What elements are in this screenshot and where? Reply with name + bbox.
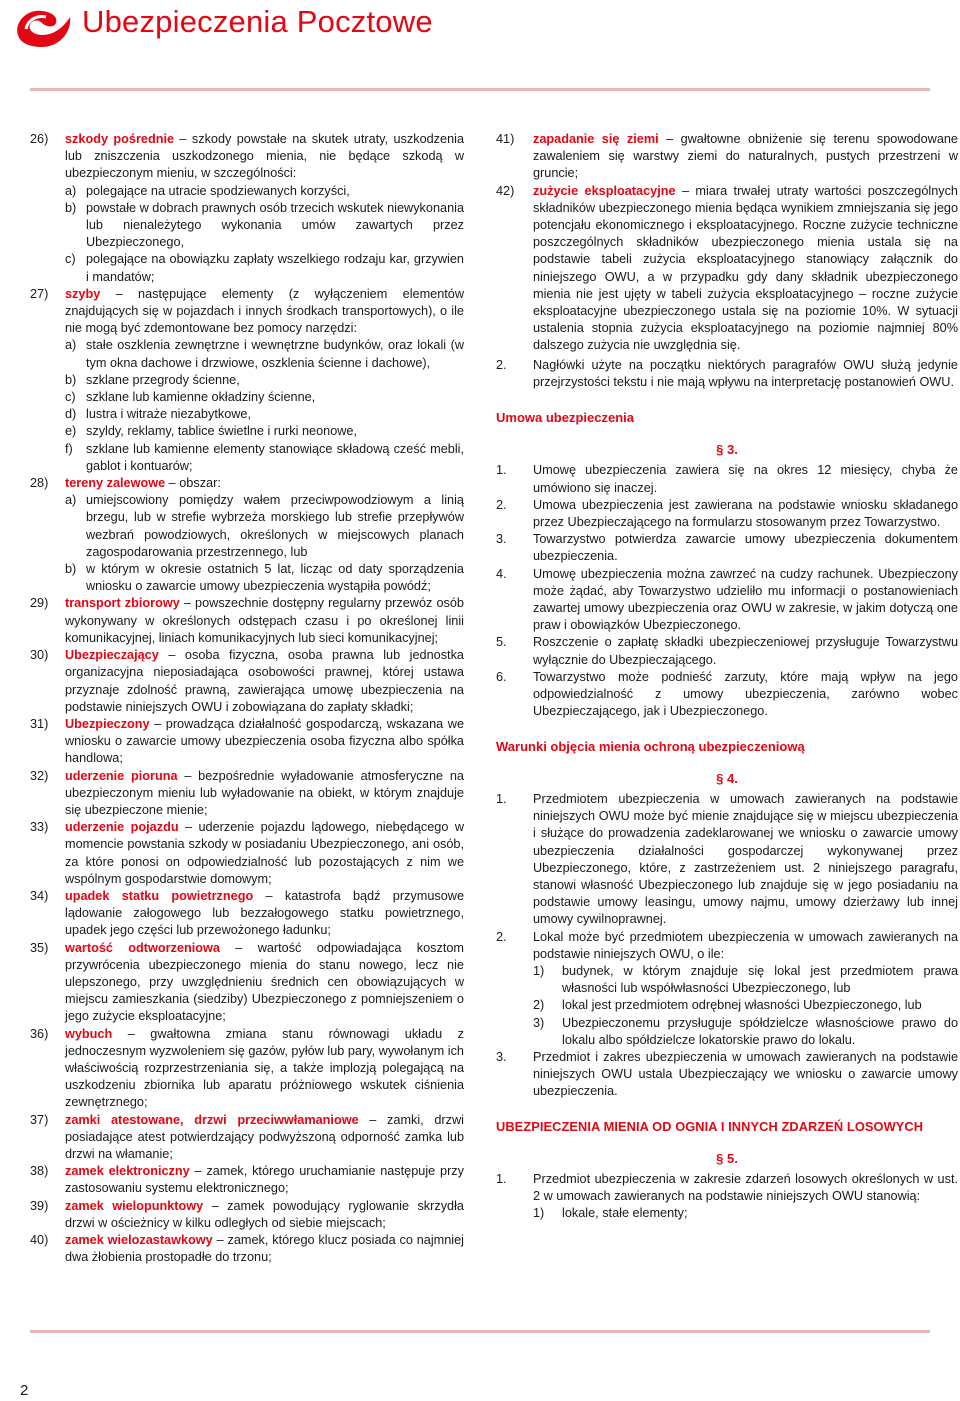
- item-number: 6.: [496, 669, 507, 684]
- sub-item: [30, 423, 464, 440]
- definition-term: zużycie eksploatacyjne: [533, 183, 676, 198]
- sub-item: [496, 1205, 958, 1222]
- sub-item-letter: a): [65, 493, 77, 508]
- definition-text: – zamek, którego klucz posiada co najmniej dwa żłobienia prostopadłe do trzonu;: [65, 1233, 464, 1265]
- definition-text: – powszechnie dostępny regularny przewóz osób wykonywany w określonych odstępach czasu i po określonej linii komunikacyjnej, liniach komunikacyjnych lub sieci komunikacyjnej;: [65, 596, 464, 645]
- item-text: Przedmiot i zakres ubezpieczenia w umowach zawieranych na podstawie niniejszych OWU ustala Ubezpieczający we wniosku o zawarcie umowy ubezpieczenia.: [533, 1049, 958, 1099]
- definition-item: [30, 647, 464, 716]
- item-number: 36): [30, 1026, 49, 1041]
- sub-item-text: szklane lub kamienne okładziny ścienne,: [86, 390, 316, 405]
- sub-item: [30, 337, 464, 371]
- definition-item: [30, 1198, 464, 1232]
- definition-term: szyby: [65, 286, 101, 301]
- sub-item-text: polegające na obowiązku zapłaty wszelkiego rodzaju kar, grzywien i mandatów;: [86, 252, 464, 284]
- definition-term: wybuch: [65, 1026, 113, 1041]
- item-number: 40): [30, 1233, 49, 1247]
- sub-item-text: w którym w okresie ostatnich 5 lat, licząc od daty sporządzenia wniosku o zawarcie umowy ubezpieczenia wystąpiła powódź;: [86, 562, 464, 594]
- sub-item: [496, 997, 958, 1014]
- right-column: [496, 131, 958, 1223]
- top-divider: [30, 88, 930, 91]
- definition-item: [30, 888, 464, 940]
- item-text: Towarzystwo potwierdza zawarcie umowy ubezpieczenia dokumentem ubezpieczenia.: [533, 532, 958, 564]
- paragraph-number: § 3.: [716, 442, 738, 458]
- definition-body: [65, 768, 464, 820]
- paragraph-number: § 4.: [716, 770, 738, 786]
- item-number: 1.: [496, 1171, 507, 1186]
- definition-body: [65, 940, 464, 1026]
- definition-term: tereny zalewowe: [65, 476, 166, 491]
- sub-item-text: szyldy, reklamy, tablice świetlne i rurki neonowe,: [86, 424, 358, 439]
- header: [0, 0, 960, 60]
- definition-term: wartość odtworzeniowa: [65, 940, 220, 955]
- item-number: 1.: [496, 791, 507, 806]
- definition-term: zamki atestowane, drzwi przeciwwłamaniowe: [65, 1112, 359, 1127]
- sub-item-text: lokale, stałe elementy;: [562, 1206, 688, 1221]
- sub-item: [30, 389, 464, 406]
- list-item: [496, 669, 958, 721]
- definition-body: [533, 131, 958, 183]
- definition-item: [496, 183, 958, 355]
- brand-name: Ubezpieczenia Pocztowe: [82, 4, 433, 39]
- sub-item-letter: 1): [533, 963, 545, 978]
- definition-body: [65, 647, 464, 716]
- item-text: Towarzystwo może podnieść zarzuty, które mają wpływ na jego odpowiedzialność z umowy ubezpieczenia, zarówno wobec Ubezpieczającego, jak i Ubezpieczonego.: [533, 669, 958, 719]
- definition-text: – osoba fizyczna, osoba prawna lub jednostka organizacyjna nieposiadająca osobowości prawnej, której ustawa przyznaje zdolność prawną, zawierająca umowę ubezpieczenia na podstawie niniejszych OWU i zobowiązana do zapłaty składki;: [65, 648, 464, 714]
- definition-term: zamek wielozastawkowy: [65, 1233, 213, 1247]
- sub-item-letter: d): [65, 407, 77, 422]
- definition-item: [30, 1026, 464, 1112]
- item-number: 35): [30, 940, 49, 955]
- definition-term: transport zbiorowy: [65, 596, 180, 611]
- sub-item-text: polegające na utracie spodziewanych korzyści,: [86, 183, 350, 198]
- sub-item-text: powstałe w dobrach prawnych osób trzecich wskutek niewykonania lub nienależytego wykonania umów zawartych przez Ubezpieczonego,: [86, 200, 464, 250]
- sub-item-letter: a): [65, 338, 77, 353]
- definition-item: [30, 1232, 464, 1266]
- definition-item: [30, 768, 464, 820]
- item-number: 41): [496, 132, 515, 146]
- sub-item: [30, 406, 464, 423]
- definition-item: [30, 716, 464, 768]
- list-item: [496, 1049, 958, 1101]
- sub-item: [496, 963, 958, 997]
- list-item: [496, 566, 958, 635]
- item-number: 37): [30, 1112, 49, 1127]
- sub-item-text: szklane lub kamienne elementy stanowiące składową cześć mebli, gablot i kontuarów;: [86, 441, 464, 473]
- list-item: [496, 1171, 958, 1205]
- list-item: [496, 357, 958, 391]
- definition-item: [496, 131, 958, 183]
- definition-text: – bezpośrednie wyładowanie atmosferyczne na ubezpieczonym mieniu lub wyładowanie na obiekt, w którym znajduje się ubezpieczone mienie;: [65, 768, 464, 817]
- item-number: 3.: [496, 1049, 507, 1064]
- item-number: 5.: [496, 635, 507, 650]
- sub-item: [30, 372, 464, 389]
- definition-term: Ubezpieczający: [65, 648, 159, 663]
- sub-item-text: stałe oszklenia zewnętrzne i wewnętrzne budynków, oraz lokali (w tym okna dachowe i drzwiowe, oszklenia ścienne i dachowe),: [86, 338, 464, 370]
- item-number: 1.: [496, 463, 507, 478]
- bottom-divider: [30, 1330, 930, 1333]
- section-heading-warunki: Warunki objęcia mienia ochroną ubezpieczeniową: [496, 738, 805, 754]
- item-text: Przedmiotem ubezpieczenia w umowach zawieranych na podstawie niniejszych OWU może być mienie znajdujące się w miejscu ubezpieczenia i służące do prowadzenia zadeklarowanej we wniosku o zawarcie umowy ubezpieczenia działalności gospodarczej wykonywanej przez Ubezpieczonego, które, z zastrzeżeniem ust. 2 niniejszego paragrafu, stanowi własność Ubezpieczonego lub znajduje się w jego posiadaniu na podstawie umowy leasingu, umowy najmu, umowy dzierżawy lub innej umowy cywilnoprawnej.: [533, 791, 958, 927]
- sub-item-letter: a): [65, 183, 77, 198]
- definition-text: – zamki, drzwi posiadające atest potwierdzający podwyższoną odporność zamka lub drzwi na włamanie;: [65, 1112, 464, 1161]
- sub-item-letter: 1): [533, 1206, 545, 1221]
- item-text: Przedmiot ubezpieczenia w zakresie zdarzeń losowych określonych w ust. 2 w umowach zawieranych na podstawie niniejszych OWU stanowią:: [533, 1171, 958, 1204]
- definition-body: [65, 1112, 464, 1164]
- item-number: 32): [30, 768, 49, 783]
- definition-term: zamek wielopunktowy: [65, 1198, 204, 1213]
- definition-body: [65, 888, 464, 940]
- definitions-left-column: [30, 131, 464, 1266]
- sub-item-letter: f): [65, 441, 73, 456]
- definition-term: uderzenie pioruna: [65, 768, 178, 783]
- item-number: 26): [30, 132, 49, 146]
- list-item: [496, 462, 958, 496]
- sub-item-letter: b): [65, 200, 77, 215]
- sub-item: [30, 200, 464, 252]
- definition-text: – gwałtowne obniżenie się terenu spowodowane zawaleniem się warstwy ziemi do naturalnych, pustych przestrzeni w gruncie;: [533, 132, 958, 181]
- item-number: 34): [30, 888, 49, 903]
- definition-term: szkody pośrednie: [65, 132, 175, 146]
- paragraph-number: § 5.: [716, 1150, 738, 1166]
- definition-text: – następujące elementy (z wyłączeniem elementów znajdujących się w pojazdach i innych środkach transportowych), o ile nie mogą być zdemontowane bez pomocy narzędzi:: [65, 286, 464, 336]
- sub-item: [30, 441, 464, 475]
- definition-body: [65, 1163, 464, 1197]
- list-item: [496, 634, 958, 668]
- definition-body: [65, 1026, 464, 1112]
- item-text: Umowę ubezpieczenia można zawrzeć na cudzy rachunek. Ubezpieczony może żądać, aby Towarzystwo udzieliło mu informacji o postanowieniach zawartej umowy ubezpieczenia oraz OWU w zakresie, w jakim dotyczą one praw i obowiązków Ubezpieczonego.: [533, 566, 958, 633]
- definition-term: uderzenie pojazdu: [65, 820, 179, 835]
- list-item: [496, 791, 958, 929]
- definition-text: – zamek, którego uruchamianie następuje przy zastosowaniu systemu elektronicznego;: [65, 1164, 464, 1196]
- definition-body: [65, 286, 464, 338]
- pocztowe-logo-icon: [12, 5, 74, 51]
- item-number: 4.: [496, 566, 507, 581]
- definition-term: upadek statku powietrznego: [65, 888, 254, 903]
- sub-item-letter: b): [65, 372, 77, 387]
- definition-body: [65, 1198, 464, 1232]
- sub-item-letter: b): [65, 562, 77, 577]
- item-number: 30): [30, 648, 49, 663]
- definition-body: [65, 475, 464, 492]
- item-number: 2.: [496, 357, 507, 372]
- sub-item: [30, 183, 464, 200]
- definition-term: Ubezpieczony: [65, 716, 150, 731]
- definition-text: – miara trwałej utraty wartości poszczególnych składników ubezpieczonego mienia będąca wynikiem zmniejszania się jego potencjału ekonomicznego i eksploatacyjnego. Roczne zużycie techniczne poszczególnych składników ubezpieczonego mienia ustala się na podstawie tabeli zużycia eksploatacyjnego stanowiący załącznik do niniejszego OWU, a w przypadku gdy dany składnik ubezpieczonego mienia nie jest ujęty w tabeli zużycia eksploatacyjnego – roczne zużycie eksploatacyjne ubezpieczonego ustala się na poziomie 10%. W sytuacji ustalenia stopnia zużycia eksploatacyjnego na poziomie najmniej 80% dalszego zużycia nie uwzględnia się.: [533, 183, 958, 353]
- sub-item-letter: c): [65, 390, 76, 405]
- definition-body: [65, 819, 464, 888]
- item-number: 2.: [496, 929, 507, 944]
- definition-body: [65, 716, 464, 768]
- item-number: 39): [30, 1198, 49, 1213]
- definition-text: – prowadząca działalność gospodarczą, wskazana we wniosku o zawarcie umowy ubezpieczenia osoba fizyczna albo spółka handlowa;: [65, 716, 464, 766]
- definition-item: [30, 1112, 464, 1164]
- definition-item: [30, 819, 464, 888]
- section-heading-ogien: UBEZPIECZENIA MIENIA OD OGNIA I INNYCH ZDARZEŃ LOSOWYCH: [496, 1118, 924, 1134]
- definition-item: [30, 940, 464, 1026]
- sub-item-letter: e): [65, 424, 77, 439]
- list-item: [496, 531, 958, 565]
- item-number: 27): [30, 286, 49, 301]
- sub-item: [30, 492, 464, 561]
- item-number: 42): [496, 183, 515, 198]
- sub-item-text: umiejscowiony pomiędzy wałem przeciwpowodziowym a linią brzegu, lub w strefie wybrzeża morskiego lub strefie przepływów wezbrań powodziowych, określonych w miejscowych planach zagospodarowania przestrzennego, lub: [86, 493, 464, 559]
- definition-text: – katastrofa bądź przymusowe lądowanie załogowego lub bezzałogowego statku powietrznego, upadek jego części lub przewożonego ładunku;: [65, 888, 464, 938]
- definition-item: [30, 595, 464, 647]
- sub-item: [30, 251, 464, 285]
- sub-item-letter: c): [65, 252, 76, 267]
- definition-body: [65, 131, 464, 183]
- item-number: 31): [30, 716, 49, 731]
- sub-item-text: lokal jest przedmiotem odrębnej własności Ubezpieczonego, lub: [562, 998, 922, 1013]
- definition-term: zamek elektroniczny: [65, 1164, 190, 1179]
- item-number: 2.: [496, 497, 507, 512]
- sub-item-text: szklane przegrody ścienne,: [86, 372, 240, 387]
- item-text: Lokal może być przedmiotem ubezpieczenia w umowach zawieranych na podstawie niniejszych OWU, o ile:: [533, 929, 958, 961]
- sub-item-text: Ubezpieczonemu przysługuje spółdzielcze własnościowe prawo do lokalu albo spółdzielcze lokatorskie prawo do lokalu.: [562, 1015, 958, 1047]
- definition-body: [533, 183, 958, 355]
- item-number: 28): [30, 476, 49, 491]
- item-text: Umowa ubezpieczenia jest zawierana na podstawie wniosku składanego przez Ubezpieczającego na formularzu stosowanym przez Towarzystwo.: [533, 497, 958, 530]
- definition-body: [65, 1232, 464, 1266]
- list-item: [496, 497, 958, 531]
- item-number: 38): [30, 1164, 49, 1179]
- item-text: Roszczenie o zapłatę składki ubezpieczeniowej przysługuje Towarzystwu wyłącznie do Ubezpieczającego.: [533, 635, 958, 667]
- item-text: Umowę ubezpieczenia zawiera się na okres 12 miesięcy, chyba że umówiono się inaczej.: [533, 463, 958, 495]
- definition-body: [65, 595, 464, 647]
- definition-term: zapadanie się ziemi: [533, 132, 659, 146]
- sub-item-text: lustra i witraże niezabytkowe,: [86, 407, 252, 422]
- definition-text: – szkody powstałe na skutek utraty, uszkodzenia lub zniszczenia uszkodzonego mienia, nie będące szkodą w ubezpieczonym mieniu, w szczególności:: [65, 132, 465, 181]
- definition-item: [30, 475, 464, 492]
- definition-text: – obszar:: [165, 476, 221, 491]
- definition-item: [30, 1163, 464, 1197]
- section-heading-umowa: Umowa ubezpieczenia: [496, 410, 634, 426]
- item-number: 29): [30, 596, 49, 611]
- definition-text: – uderzenie pojazdu lądowego, niebędącego w momencie powstania szkody w posiadaniu Ubezpieczonego, ani osób, za które ponosi on odpowiedzialność lub pozostających z nim we wspólnym gospodarstwie domowym;: [65, 820, 464, 886]
- definition-item: [30, 131, 464, 183]
- item-text: Nagłówki użyte na początku niektórych paragrafów OWU służą jedynie przejrzystości tekstu i nie mają wpływu na interpretację postanowień OWU.: [533, 357, 958, 389]
- page-number: 2: [20, 1382, 29, 1399]
- definition-text: – wartość odpowiadająca kosztom przywrócenia ubezpieczonego mienia do stanu nowego, lecz nie ulepszonego, przy uwzględnieniu średnich cen obowiązujących w miejscu zamieszkania (siedziby) Ubezpieczonego z pomniejszeniem o jego zużycie eksploatacyjne;: [65, 940, 464, 1024]
- item-number: 33): [30, 820, 49, 835]
- definition-item: [30, 286, 464, 338]
- sub-item-letter: 3): [533, 1015, 545, 1030]
- sub-item: [30, 561, 464, 595]
- definition-text: – gwałtowna zmiana stanu równowagi układu z jednoczesnym wyzwoleniem się gazów, pyłów lub pary, wywołanym ich właściwością rozprzestrzeniania się, a także implozją polegającą na uszkodzeniu zbiornika lub aparatu próżniowego wskutek ciśnienia zewnętrznego;: [65, 1026, 464, 1110]
- sub-item: [496, 1015, 958, 1049]
- sub-item-letter: 2): [533, 998, 545, 1013]
- definition-text: – zamek powodujący ryglowanie skrzydła drzwi w ościeżnicy w kilku odległych od siebie miejscach;: [65, 1198, 464, 1230]
- sub-item-text: budynek, w którym znajduje się lokal jest przedmiotem prawa własności lub współwłasności Ubezpieczonego, lub: [562, 963, 958, 996]
- list-item: [496, 929, 958, 963]
- item-number: 3.: [496, 532, 507, 547]
